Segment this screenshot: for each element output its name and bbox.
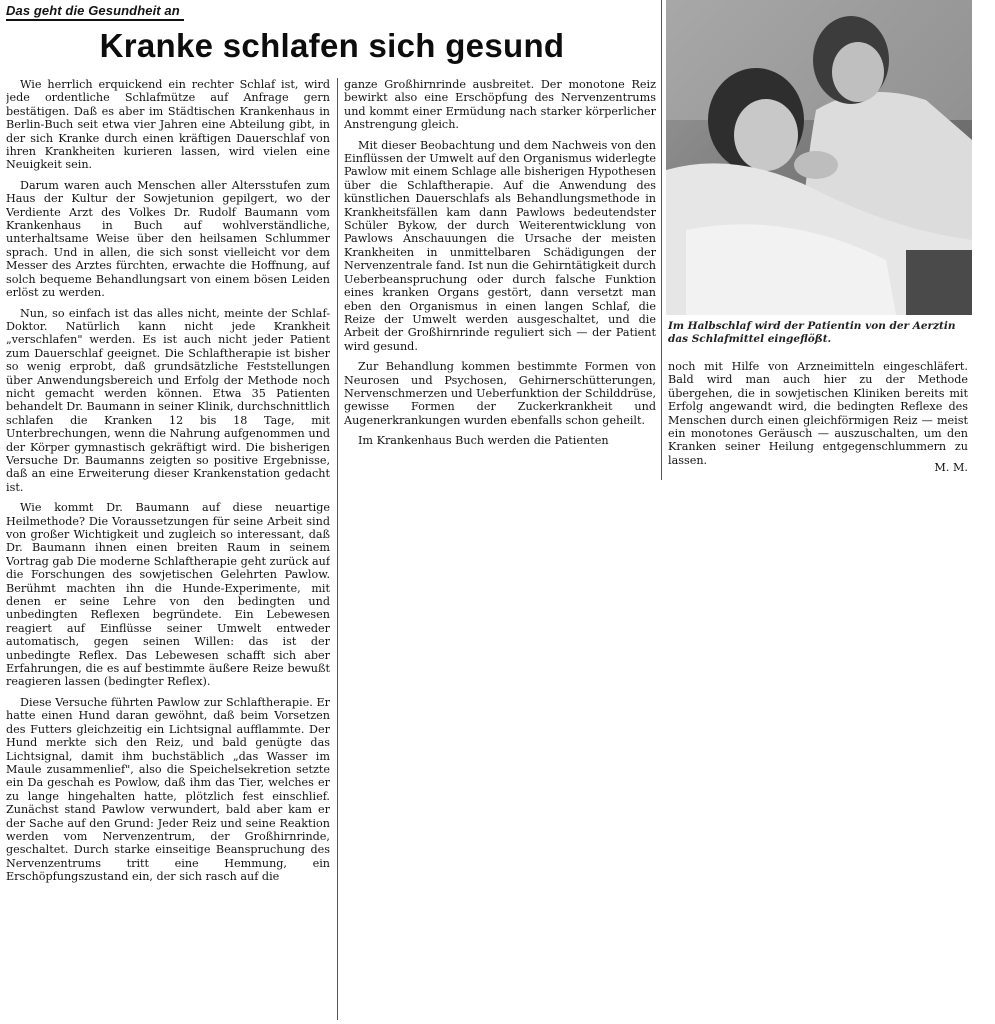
paragraph: Zur Behandlung kommen bestimmte Formen von Neurosen und Psychosen, Gehirnerschütterungen, Nervenschmerzen und Ueberfunktion der Schilddrüse, gewisse Formen der Zuckerkrankheit und Augenerkrankungen wurden ebenfalls schon geheilt. <box>344 360 656 427</box>
photo-patient-and-doctor <box>666 0 972 315</box>
paragraph: Diese Versuche führten Pawlow zur Schlaftherapie. Er hatte einen Hund daran gewöhnt, daß beim Vorsetzen des Futters gleichzeitig ein Lichtsignal aufflammte. Der Hund merkte sich den Reiz, und bald genügte das Lichtsignal, damit ihm buchstäblich „das Wasser im Maule zusammenlief", also die Speichelsekretion setzte ein Da geschah es Powlow, daß ihm das Tier, welches er zu lange hingehalten hatte, plötzlich fest einschlief. Zunächst stand Pawlow verwundert, bald aber kam er der Sache auf den Grund: Jeder Reiz und seine Reaktion werden vom Nervenzentrum, der Großhirnrinde, geschaltet. Durch starke einseitige Beanspruchung des Nervenzentrums tritt eine Hemmung, ein Erschöpfungszustand ein, der sich rasch auf die <box>6 695 330 884</box>
paragraph: Im Krankenhaus Buch werden die Patienten <box>358 434 609 448</box>
article-column-3 <box>668 360 968 480</box>
section-rubric: Das geht die Gesundheit an <box>6 3 184 21</box>
paragraph: Wie kommt Dr. Baumann auf diese neuartige Heilmethode? Die Voraussetzungen für seine Arbeit sind von großer Wichtigkeit und zugleich so interessant, daß Dr. Baumann ihnen einen breiten Raum in seinem Vortrag gab Die moderne Schlaftherapie geht zurück auf die Forschungen des sowjetischen Gelehrten Pawlow. Berühmt machten ihn die Hunde-Experimente, mit denen er seine Lehre von den bedingten und unbedingten Reflexen begründete. Ein Lebewesen reagiert auf Einflüsse seiner Umwelt entweder automatisch, gegen seinen Willen: das ist der unbedingte Reflex. Das Lebewesen schafft sich aber Erfahrungen, die es auf bestimmte äußere Reize bewußt reagieren lassen (bedingter Reflex). <box>6 501 330 689</box>
paragraph: ganze Großhirnrinde ausbreitet. Der monotone Reiz bewirkt also eine Erschöpfung des Nervenzentrums und kommt einer Ermüdung nach starker körperlicher Anstrengung gleich. <box>344 78 656 132</box>
author-signature: M. M. <box>934 461 968 475</box>
column-divider <box>337 78 338 1020</box>
article-photo <box>666 0 972 315</box>
paragraph: Mit dieser Beobachtung und dem Nachweis von den Einflüssen der Umwelt auf den Organismus widerlegte Pawlow mit einem Schlage alle bisherigen Hypothesen über die Schlaftherapie. Auf die Anwendung des künstlichen Dauerschlafs als Behandlungsmethode in Krankheitsfällen kam dann Pawlows bedeutendster Schüler Bykow, der durch Weiterentwicklung von Pawlows Anschauungen die Ursache der meisten Krankheiten in unmittelbaren Schädigungen der Nervenzentrale fand. Ist nun die Gehirntätigkeit durch Ueberbeanspruchung oder durch falsche Funktion eines kranken Organs gestört, dann versetzt man eben den Organismus in einen langen Schlaf, die Reize der Umwelt werden ausgeschaltet, und die Arbeit der Großhirnrinde reguliert sich — der Patient wird gesund. <box>344 138 656 353</box>
article-headline: Kranke schlafen sich gesund <box>99 27 565 64</box>
column-divider <box>661 0 662 480</box>
article-column-2 <box>344 78 656 478</box>
paragraph: Nun, so einfach ist das alles nicht, meinte der Schlaf-Doktor. Natürlich kann nicht jede Krankheit „verschlafen" werden. Es ist auch nicht jeder Patient zum Dauerschlaf geeignet. Die Schlaftherapie ist bisher so wenig erprobt, daß grundsätzliche Feststellungen über Anwendungsbereich und Erfolg der Methode noch nicht gemacht werden können. Etwa 35 Patienten behandelt Dr. Baumann in seiner Klinik, durchschnittlich schlafen die Kranken 12 bis 18 Tage, mit Unterbrechungen, wenn die Nahrung aufgenommen und der Körper gymnastisch gekräftigt wird. Die bisherigen Versuche Dr. Baumanns zeigten so positive Ergebnisse, daß an eine Erweiterung dieser Krankenstation gedacht ist. <box>6 306 330 494</box>
paragraph: Darum waren auch Menschen aller Altersstufen zum Haus der Kultur der Sowjetunion gepilgert, wo der Verdiente Arzt des Volkes Dr. Rudolf Baumann vom Krankenhaus in Buch auf wohlverständliche, unterhaltsame Weise über den heilsamen Schlummer sprach. Und in allen, die sich sonst vielleicht vor dem Messer des Arztes fürchten, erwachte die Hoffnung, auf solch bequeme Behandlungsart von einem bösen Leiden erlöst zu werden. <box>6 178 330 300</box>
paragraph: noch mit Hilfe von Arzneimitteln eingeschläfert. Bald wird man auch hier zu der Methode übergehen, die in sowjetischen Kliniken bereits mit Erfolg angewandt wird, die bedingten Reflexe des Menschen durch einen gleichförmigen Reiz — meist ein monotones Geräusch — auszuschalten, um den Kranken seiner Heilung entgegenschlummern zu lassen. <box>668 360 968 467</box>
paragraph: Wie herrlich erquickend ein rechter Schlaf ist, wird jede ordentliche Schlafmütze auf Anfrage gern bestätigen. Daß es aber im Städtischen Krankenhaus in Berlin-Buch seit etwa vier Jahren eine Abteilung gibt, in der sich Kranke durch einen kräftigen Dauerschlaf von ihren Krankheiten kurieren lassen, wird vielen eine Neuigkeit sein. <box>6 78 330 172</box>
photo-caption: Im Halbschlaf wird der Patientin von der Aerztin das Schlafmittel eingeflößt. <box>668 320 956 345</box>
article-column-1 <box>6 78 330 1020</box>
